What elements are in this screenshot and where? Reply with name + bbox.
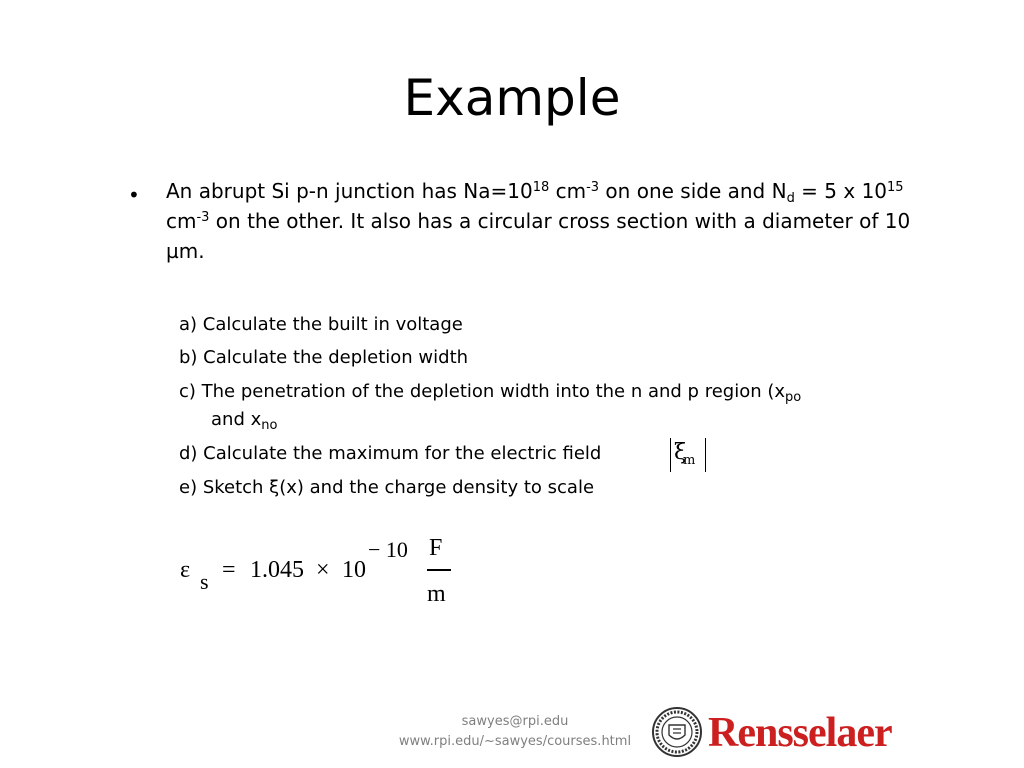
item-c [179, 380, 929, 404]
epsilon-symbol: ε [180, 557, 191, 583]
bullet-superscript: -3 [196, 210, 210, 225]
rensselaer-logo: Rensselaer [708, 710, 892, 756]
bullet-superscript: 15 [887, 180, 904, 195]
rpi-seal-icon [652, 707, 702, 757]
item-e: e) Sketch ξ(x) and the charge density to scale [179, 477, 595, 498]
power-exponent: − 10 [368, 537, 408, 562]
item-c-subscript: no [261, 418, 278, 433]
footer-contact [380, 712, 650, 752]
electric-field-magnitude-symbol [670, 438, 706, 472]
bullet-part: = 5 x 10 [794, 179, 888, 203]
bullet-part: An abrupt Si p-n junction has Na=10 [166, 179, 533, 203]
fraction-numerator: F [429, 535, 443, 561]
bullet-subscript: d [786, 191, 795, 206]
item-c-text: c) The penetration of the depletion width into the n and p region (x [179, 381, 786, 402]
equals-sign: = [222, 557, 236, 583]
times-sign: × [316, 557, 330, 583]
bullet-marker: • [128, 183, 140, 207]
fraction-bar [427, 569, 451, 571]
bullet-part: cm [549, 179, 587, 203]
footer-email: sawyes@rpi.edu [461, 714, 569, 729]
bullet-superscript: -3 [586, 180, 600, 195]
bullet-part: on the other. It also has a circular cross section with a diameter of 10 µm. [166, 209, 911, 263]
slide-title: Example [403, 69, 621, 127]
item-c-subscript: po [785, 390, 802, 405]
power-base: 10 [342, 557, 366, 583]
coefficient: 1.045 [250, 557, 304, 583]
fraction-denominator: m [427, 581, 446, 607]
item-b: b) Calculate the depletion width [179, 347, 469, 368]
footer-url: www.rpi.edu/~sawyes/courses.html [398, 734, 632, 749]
item-c-cont-text: and x [211, 409, 262, 430]
item-d: d) Calculate the maximum for the electric field [179, 443, 602, 464]
bullet-part: cm [166, 209, 197, 233]
bullet-part: on one side and N [599, 179, 787, 203]
xi-symbol: ξ [674, 440, 687, 465]
epsilon-subscript: s [200, 569, 209, 594]
bullet-superscript: 18 [532, 180, 550, 195]
bullet-text [166, 176, 936, 266]
xi-subscript: m [683, 453, 696, 468]
item-a: a) Calculate the built in voltage [179, 314, 463, 335]
item-c-continued [211, 408, 277, 432]
